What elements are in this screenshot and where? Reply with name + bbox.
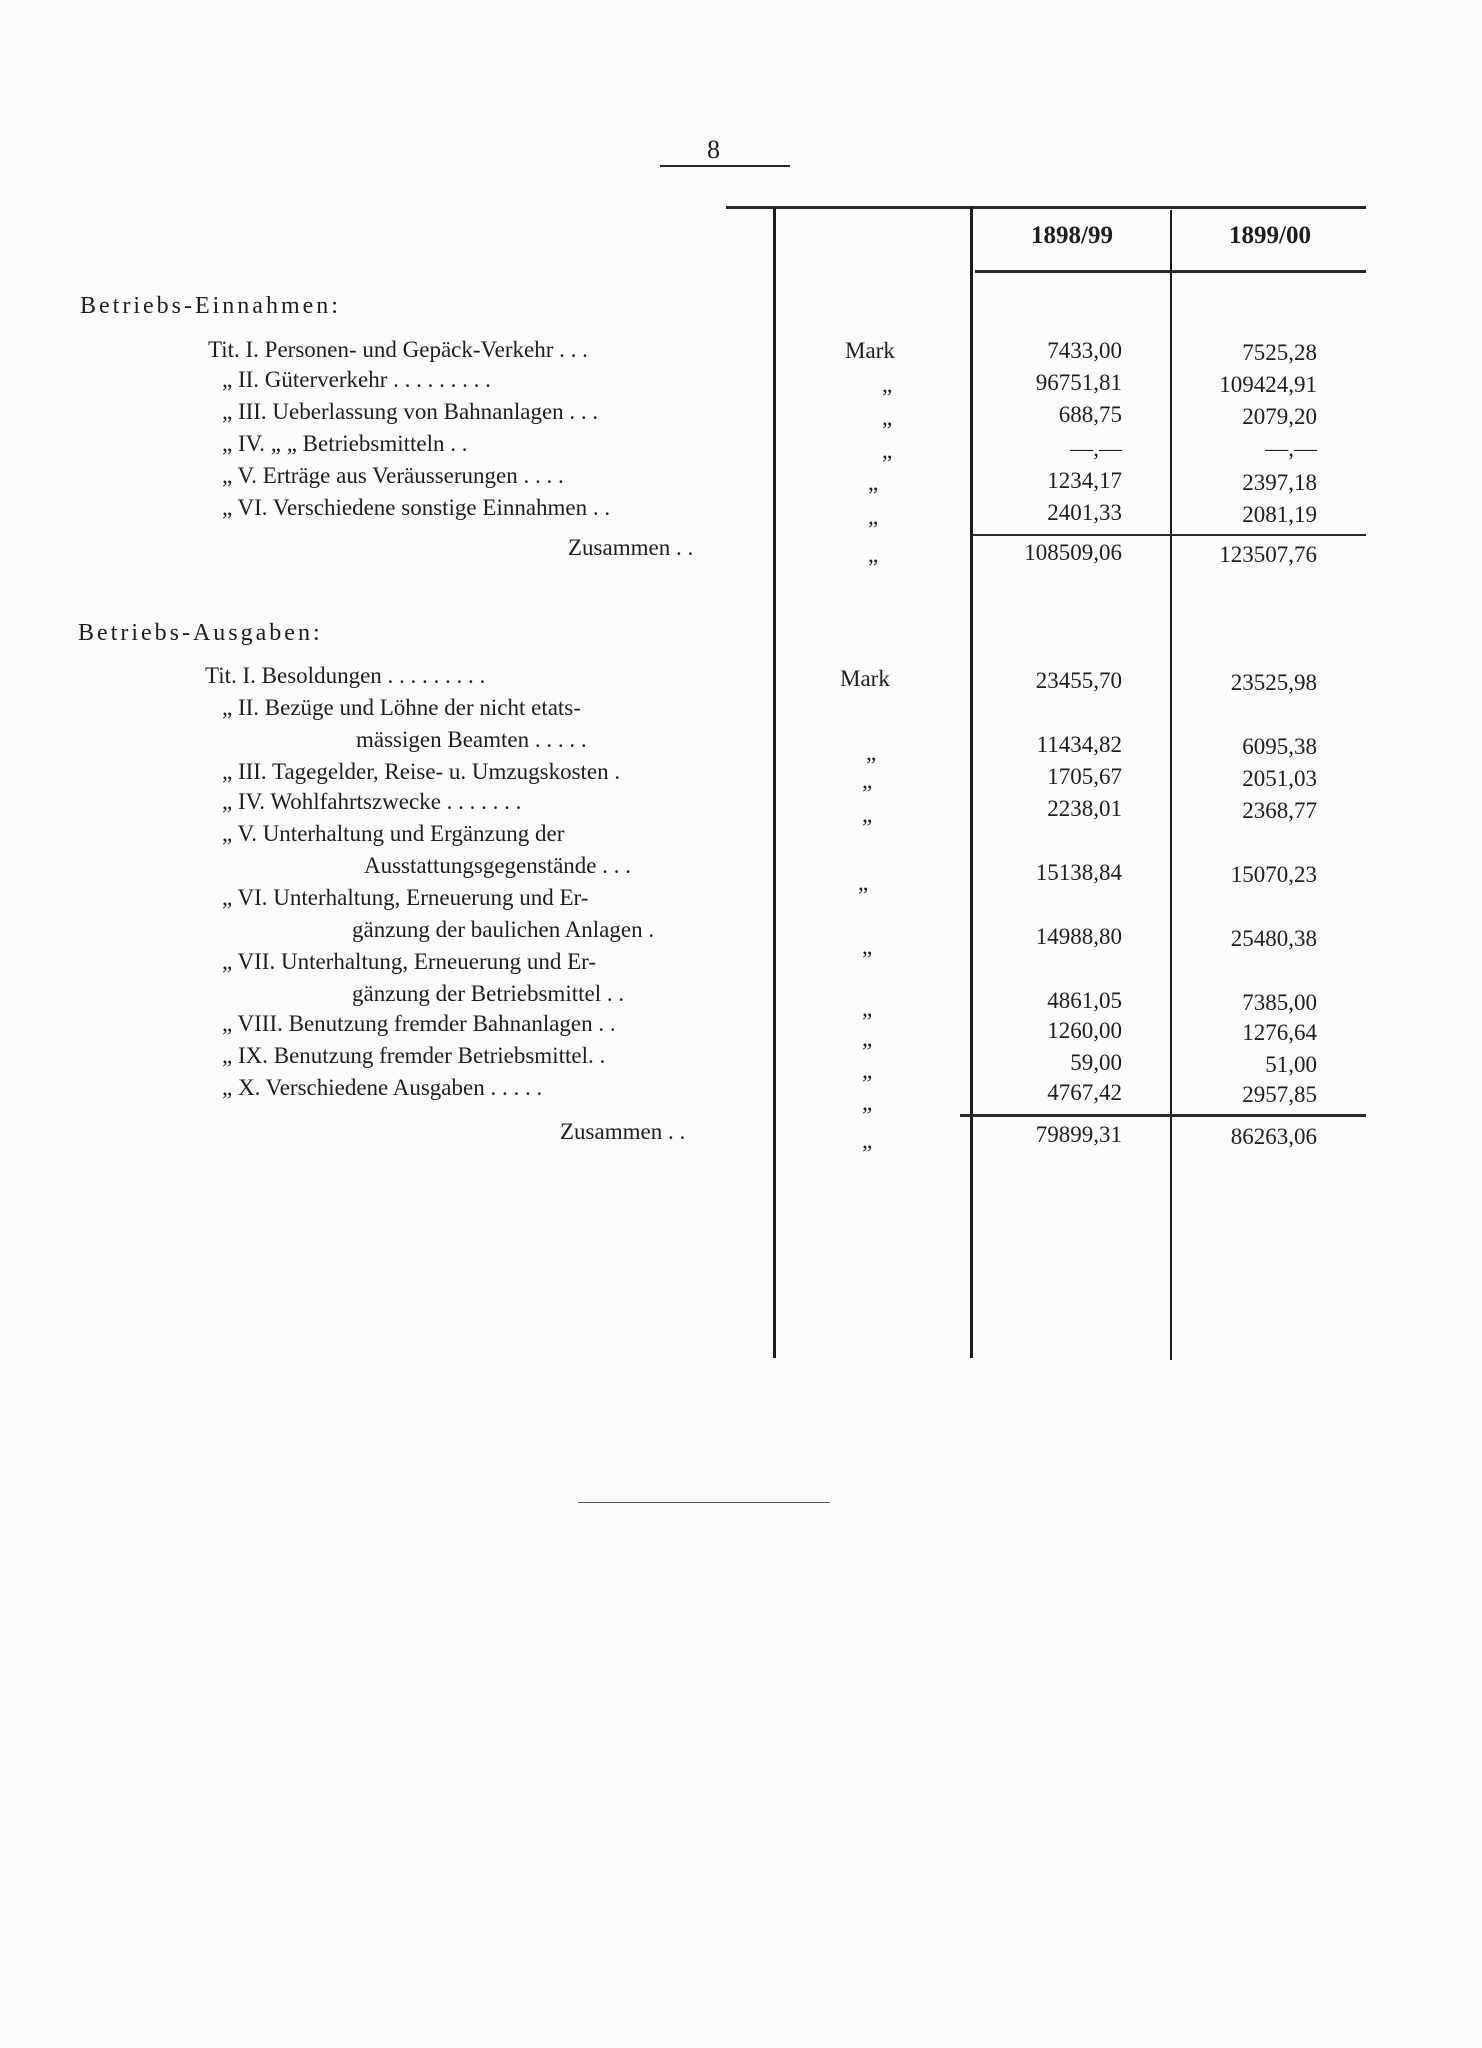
row-description: „ V. Unterhaltung und Ergänzung der	[222, 821, 565, 846]
value-1898-99: 2401,33	[1047, 500, 1122, 525]
value-1899-00: 2957,85	[1242, 1082, 1317, 1107]
row-unit: „	[862, 802, 873, 827]
row-unit: „	[868, 470, 879, 495]
year-header-1898-99: 1898/99	[1031, 222, 1113, 249]
row-unit: „	[868, 504, 879, 529]
column-divider-years	[1170, 210, 1172, 1360]
value-1898-99: 15138,84	[1035, 860, 1122, 885]
value-1898-99: 7433,00	[1047, 338, 1122, 363]
section-title-ausgaben: Betriebs-Ausgaben:	[78, 620, 323, 646]
row-description: „ III. Tagegelder, Reise- u. Umzugskosten .	[222, 759, 621, 784]
row-unit: „	[866, 740, 877, 765]
total-label: Zusammen . .	[568, 535, 694, 560]
row-unit: Mark	[845, 338, 895, 363]
row-unit: „	[862, 768, 873, 793]
row-description-continued: gänzung der Betriebsmittel . .	[352, 981, 625, 1006]
row-unit: „	[862, 996, 873, 1021]
row-description-continued: gänzung der baulichen Anlagen .	[352, 917, 655, 942]
value-1899-00: 2081,19	[1242, 502, 1317, 527]
row-description: „ V. Erträge aus Veräusserungen . . . .	[222, 463, 564, 488]
value-1899-00: 2368,77	[1242, 798, 1317, 823]
value-1898-99: —,—	[1070, 436, 1122, 461]
value-1899-00: 23525,98	[1230, 670, 1317, 695]
value-1898-99: 59,00	[1070, 1050, 1122, 1075]
value-1898-99: 96751,81	[1035, 370, 1122, 395]
row-description: „ VII. Unterhaltung, Erneuerung und Er-	[222, 949, 597, 974]
column-divider-description	[773, 208, 776, 1358]
row-description: „ II. Güterverkehr . . . . . . . . .	[222, 367, 491, 392]
page-number-rule	[660, 165, 790, 167]
row-description: „ VI. Unterhaltung, Erneuerung und Er-	[222, 885, 589, 910]
row-description: „ IX. Benutzung fremder Betriebsmittel. .	[222, 1043, 606, 1068]
row-unit: „	[862, 1090, 873, 1115]
row-unit: „	[858, 870, 869, 895]
row-description: „ II. Bezüge und Löhne der nicht etats-	[222, 695, 581, 720]
row-unit: „	[868, 542, 879, 567]
value-1899-00: 7525,28	[1242, 340, 1317, 365]
row-unit: „	[862, 1058, 873, 1083]
total-1898-99: 79899,31	[1035, 1122, 1122, 1147]
row-description: „ VI. Verschiedene sonstige Einnahmen . .	[222, 495, 611, 520]
value-1898-99: 1260,00	[1047, 1018, 1122, 1043]
einnahmen-sum-rule	[973, 534, 1366, 536]
value-1898-99: 2238,01	[1047, 796, 1122, 821]
row-description: „ III. Ueberlassung von Bahnanlagen . . .	[222, 399, 599, 424]
column-divider-unit	[970, 206, 973, 1358]
value-1898-99: 4767,42	[1047, 1080, 1122, 1105]
value-1899-00: 2051,03	[1242, 766, 1317, 791]
row-unit: „	[882, 438, 893, 463]
row-description: „ X. Verschiedene Ausgaben . . . . .	[222, 1075, 543, 1100]
row-unit: „	[862, 934, 873, 959]
value-1899-00: —,—	[1265, 436, 1317, 461]
value-1899-00: 51,00	[1265, 1052, 1317, 1077]
value-1898-99: 14988,80	[1035, 924, 1122, 949]
value-1899-00: 25480,38	[1230, 926, 1317, 951]
value-1898-99: 23455,70	[1035, 668, 1122, 693]
total-label: Zusammen . .	[560, 1119, 686, 1144]
table-top-rule	[726, 206, 1366, 209]
value-1898-99: 1234,17	[1047, 468, 1122, 493]
value-1899-00: 6095,38	[1242, 734, 1317, 759]
value-1899-00: 7385,00	[1242, 990, 1317, 1015]
year-header-1899-00: 1899/00	[1229, 222, 1311, 249]
row-description-continued: mässigen Beamten . . . . .	[356, 727, 587, 752]
row-unit: „	[862, 1026, 873, 1051]
row-description: Tit. I. Personen- und Gepäck-Verkehr . . .	[208, 337, 588, 362]
value-1898-99: 4861,05	[1047, 988, 1122, 1013]
section-title-einnahmen: Betriebs-Einnahmen:	[80, 293, 341, 319]
row-description: „ IV. „ „ Betriebsmitteln . .	[222, 431, 468, 456]
total-1899-00: 123507,76	[1219, 542, 1317, 567]
page-number: 8	[707, 135, 720, 164]
row-description: „ IV. Wohlfahrtszwecke . . . . . . .	[222, 789, 522, 814]
value-1899-00: 109424,91	[1219, 372, 1317, 397]
value-1899-00: 2079,20	[1242, 404, 1317, 429]
value-1899-00: 1276,64	[1242, 1020, 1317, 1045]
row-unit: „	[882, 372, 893, 397]
row-unit: „	[862, 1128, 873, 1153]
row-unit: „	[882, 405, 893, 430]
value-1898-99: 11434,82	[1036, 732, 1122, 757]
total-1899-00: 86263,06	[1230, 1124, 1317, 1149]
row-unit: Mark	[840, 666, 890, 691]
value-1898-99: 688,75	[1058, 402, 1122, 427]
ausgaben-sum-rule	[960, 1114, 1366, 1117]
value-1899-00: 2397,18	[1242, 470, 1317, 495]
value-1898-99: 1705,67	[1047, 764, 1122, 789]
bottom-rule	[578, 1502, 830, 1503]
row-description-continued: Ausstattungsgegenstände . . .	[364, 853, 632, 878]
row-description: Tit. I. Besoldungen . . . . . . . . .	[205, 663, 486, 688]
total-1898-99: 108509,06	[1024, 540, 1122, 565]
row-description: „ VIII. Benutzung fremder Bahnanlagen . .	[222, 1011, 616, 1036]
value-1899-00: 15070,23	[1230, 862, 1317, 887]
